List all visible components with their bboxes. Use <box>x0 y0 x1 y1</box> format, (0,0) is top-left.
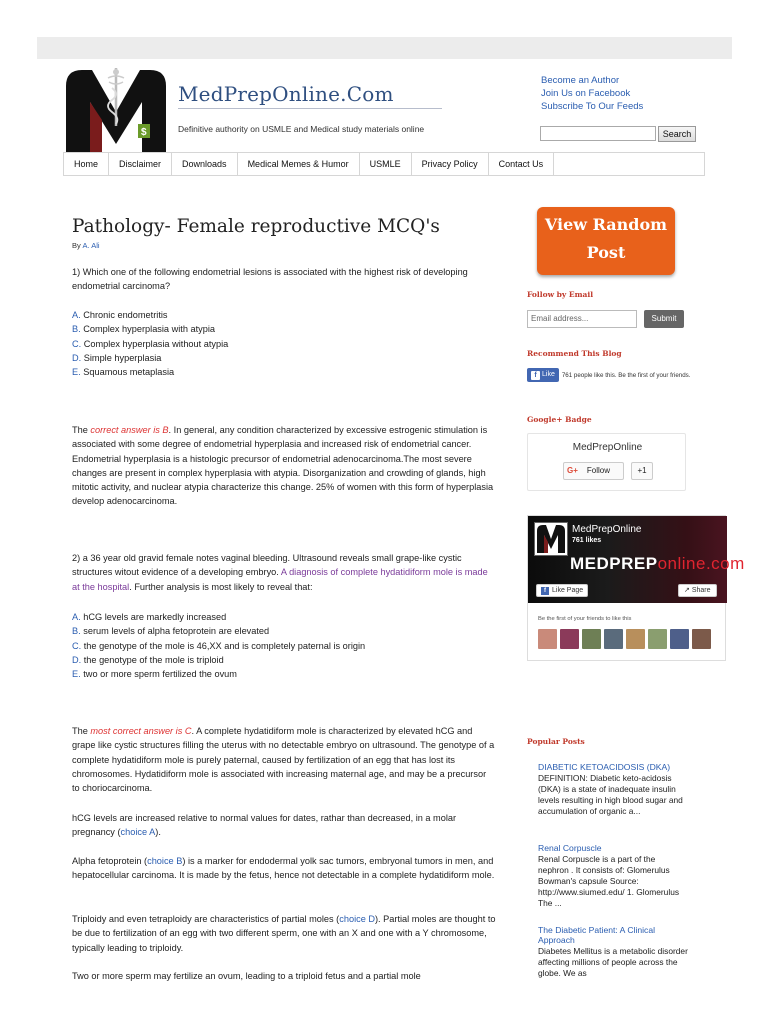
paragraph-hcg <box>72 811 496 840</box>
view-random-post-button[interactable]: View Random Post <box>537 207 675 275</box>
diagnosis-link[interactable]: A diagnosis of complete hydatidiform mole is made at the hospital <box>72 567 488 592</box>
byline <box>72 241 100 250</box>
question-2-options <box>72 610 496 681</box>
facebook-page-widget <box>527 515 745 661</box>
google-plus-badge <box>527 433 686 491</box>
option-letter: A. <box>72 310 81 320</box>
fb-like-count: 761 likes <box>572 537 602 544</box>
nav-downloads[interactable]: Downloads <box>172 153 238 175</box>
paragraph-text: ) is a marker for endodermal yolk sac tumors, embryonal tumors in men, and hepatocellular carcinoma. It is made by the fetus, hence not detectable in a complete hydatidiform mole. <box>72 856 495 881</box>
option-letter: B. <box>72 626 81 637</box>
question-2 <box>72 551 496 594</box>
nav-disclaimer[interactable]: Disclaimer <box>109 153 172 175</box>
site-logo[interactable] <box>62 66 170 152</box>
option-text: hCG levels are markedly increased <box>83 612 227 622</box>
popular-post-title[interactable]: DIABETIC KETOACIDOSIS (DKA) <box>538 762 671 772</box>
brand-text-red: online.com <box>657 554 745 573</box>
question-2-start: 2) a 36 year old gravid female notes vaginal bleeding. Ultrasound reveals small grape-like cystic structures witout evidence of a developing embryo. <box>72 553 462 578</box>
page-avatar[interactable] <box>534 522 568 556</box>
option-text: the genotype of the mole is 46,XX and is completely paternal is origin <box>83 640 366 651</box>
option-text: the genotype of the mole is triploid <box>83 654 224 665</box>
answer-explanation: . In general, any condition characterized by excessive estrogenic stimulation is associated with some degree of endometrial hyperplasia and increased risk of endometrial cancer. Endometrial hyperplasia is a histologic precursor of endometrial adenocarcinoma.The most severe changes are present in complex hyperplasia with atypia. Disorganization and crowding of glands, high mitotic activity, and nuclear atypia characterize this change. 25% of women with this form of hyperplasia develop adenocarcinoma. <box>72 425 494 507</box>
subscribe-feeds-link[interactable]: Subscribe To Our Feeds <box>541 101 644 112</box>
main-nav <box>63 152 705 176</box>
popular-post-snippet: DEFINITION: Diabetic keto-acidosis (DKA) is a state of inadequate insulin levels resulting in high blood sugar and accumulation of organic a... <box>538 773 683 816</box>
answer-1 <box>72 423 496 509</box>
option-letter: A. <box>72 612 81 622</box>
email-submit-button[interactable]: Submit <box>644 310 684 328</box>
correct-answer-highlight: most correct answer is C <box>90 726 192 736</box>
option <box>72 667 496 681</box>
follow-label: Follow <box>586 466 611 475</box>
friend-avatar[interactable] <box>604 629 623 649</box>
nav-privacy-policy[interactable]: Privacy Policy <box>412 153 489 175</box>
site-title[interactable]: MedPrepOnline.Com <box>178 82 394 106</box>
like-label: Like <box>542 371 555 378</box>
friend-avatars <box>538 629 711 649</box>
choice-d-link[interactable]: choice D <box>339 914 375 924</box>
svg-text:$: $ <box>141 127 147 138</box>
popular-post-snippet: Renal Corpuscle is a part of the nephron . It consists of: Glomerulus Bowman's capsule Source: http://www.siumed.edu/ 1. Glomerulus The ... <box>538 854 680 908</box>
popular-post <box>538 925 688 979</box>
site-tagline: Definitive authority on USMLE and Medical study materials online <box>178 124 425 134</box>
gplus-plus-one-button[interactable]: +1 <box>631 462 653 480</box>
share-button[interactable]: ↗ Share <box>678 584 717 597</box>
recommend-heading: Recommend This Blog <box>527 349 622 358</box>
choice-a-link[interactable]: choice A <box>120 827 156 838</box>
choice-b-link[interactable]: choice B <box>147 856 183 866</box>
option-letter: E. <box>72 669 81 680</box>
option <box>72 624 496 638</box>
option-text: Chronic endometritis <box>83 310 168 320</box>
facebook-icon: f <box>531 371 540 380</box>
friend-avatar[interactable] <box>648 629 667 649</box>
nav-usmle[interactable]: USMLE <box>360 153 412 175</box>
popular-post <box>538 762 688 817</box>
share-label: Share <box>691 587 711 594</box>
google-badge-heading: Google+ Badge <box>527 415 592 424</box>
like-page-label: Like Page <box>552 587 584 594</box>
nav-medical-memes[interactable]: Medical Memes & Humor <box>238 153 360 175</box>
search-button[interactable]: Search <box>658 126 696 142</box>
friend-avatar[interactable] <box>582 629 601 649</box>
become-author-link[interactable]: Become an Author <box>541 75 620 86</box>
facebook-icon: f <box>541 587 549 595</box>
paragraph-text: Alpha fetoprotein ( <box>72 856 148 866</box>
option <box>72 610 496 624</box>
google-plus-icon: G+ <box>567 466 578 475</box>
popular-posts-heading: Popular Posts <box>527 737 585 746</box>
brand-text-white: MEDPREP <box>570 554 658 573</box>
question-1: 1) Which one of the following endometrial lesions is associated with the highest risk of developing endometrial carcinoma? <box>72 267 468 292</box>
paragraph-text: ). <box>155 827 161 838</box>
option-letter: C. <box>72 338 82 349</box>
option-letter: E. <box>72 367 81 378</box>
option-letter: D. <box>72 352 82 363</box>
option-text: two or more sperm fertilized the ovum <box>83 669 237 680</box>
question-1-options <box>72 308 496 379</box>
popular-post-title[interactable]: Renal Corpuscle <box>538 843 602 853</box>
author-link[interactable]: A. Ali <box>82 241 100 250</box>
option-text: Simple hyperplasia <box>83 352 162 363</box>
option-text: Complex hyperplasia without atypia <box>83 338 229 349</box>
like-page-button[interactable] <box>536 584 588 597</box>
by-label: By <box>72 241 81 250</box>
top-links <box>541 74 643 113</box>
correct-answer-highlight: correct answer is B <box>90 425 169 435</box>
option <box>72 653 496 667</box>
option-text: Complex hyperplasia with atypia <box>83 324 216 335</box>
paragraph-last: Two or more sperm may fertilize an ovum, leading to a triploid fetus and a partial mole <box>72 971 421 981</box>
gplus-follow-button[interactable] <box>563 462 624 480</box>
paragraph-text: Triploidy and even tetraploidy are characteristics of partial moles ( <box>72 914 340 924</box>
nav-contact-us[interactable]: Contact Us <box>489 153 555 175</box>
friends-text: Be the first of your friends to like this <box>538 616 632 622</box>
cover-brand-text <box>570 554 745 574</box>
question-2-end: . Further analysis is most likely to reveal that: <box>129 581 313 592</box>
nav-home[interactable]: Home <box>64 153 109 175</box>
friend-avatar[interactable] <box>538 629 557 649</box>
title-divider <box>178 108 442 109</box>
facebook-like-button[interactable] <box>527 368 559 382</box>
answer-2 <box>72 724 496 795</box>
answer-prefix: The <box>72 425 88 435</box>
popular-post <box>538 843 688 909</box>
option <box>72 351 496 365</box>
friend-avatar[interactable] <box>560 629 579 649</box>
search-input[interactable] <box>540 126 656 141</box>
paragraph-afp <box>72 854 496 883</box>
popular-post-snippet: Diabetes Mellitus is a metabolic disorder affecting millions of people across the globe. We as <box>538 946 688 978</box>
facebook-join-link[interactable]: Join Us on Facebook <box>541 88 631 99</box>
popular-post-title[interactable]: The Diabetic Patient: A Clinical Approach <box>538 925 656 945</box>
top-bar <box>37 37 732 59</box>
option-letter: B. <box>72 324 81 335</box>
option <box>72 337 496 351</box>
follow-email-heading: Follow by Email <box>527 290 594 299</box>
option <box>72 365 496 379</box>
post-title: Pathology- Female reproductive MCQ's <box>72 216 440 237</box>
like-count-text: 761 people like this. Be the first of your friends. <box>561 371 691 379</box>
paragraph-text: ). Partial moles are thought to be due to fertilization of an egg with two different sperm, one with an X and one with a Y chromosome, typically leading to triploidy. <box>72 914 496 953</box>
option-letter: D. <box>72 654 82 665</box>
option-text: serum levels of alpha fetoprotein are elevated <box>83 626 270 637</box>
option <box>72 308 496 322</box>
paragraph-text: hCG levels are increased relative to normal values for dates, rathar than decreased, in a molar pregnancy ( <box>72 813 457 838</box>
friend-avatar[interactable] <box>692 629 711 649</box>
answer-explanation: . A complete hydatidiform mole is characterized by elevated hCG and grape like cystic structures filling the uterus with no detectable embryo on ultrasound. The genotype of a complete hydatidiform mole is purely paternal, caused by fertilization of an egg that has lost its chromosomes. Hydatidiform mole is associated with increasing maternal age, and may be a precursor to choriocarcinoma. <box>72 726 495 794</box>
friend-avatar[interactable] <box>626 629 645 649</box>
option-letter: C. <box>72 640 82 651</box>
friend-avatar[interactable] <box>670 629 689 649</box>
answer-prefix: The <box>72 726 88 736</box>
option <box>72 322 496 336</box>
email-input[interactable]: Email address... <box>527 310 637 328</box>
fb-page-name[interactable]: MedPrepOnline <box>572 524 642 535</box>
gplus-page-name[interactable]: MedPrepOnline <box>572 442 643 453</box>
paragraph-triploidy <box>72 912 496 955</box>
facebook-like-widget <box>527 368 690 382</box>
option-text: Squamous metaplasia <box>83 367 175 378</box>
option <box>72 639 496 653</box>
